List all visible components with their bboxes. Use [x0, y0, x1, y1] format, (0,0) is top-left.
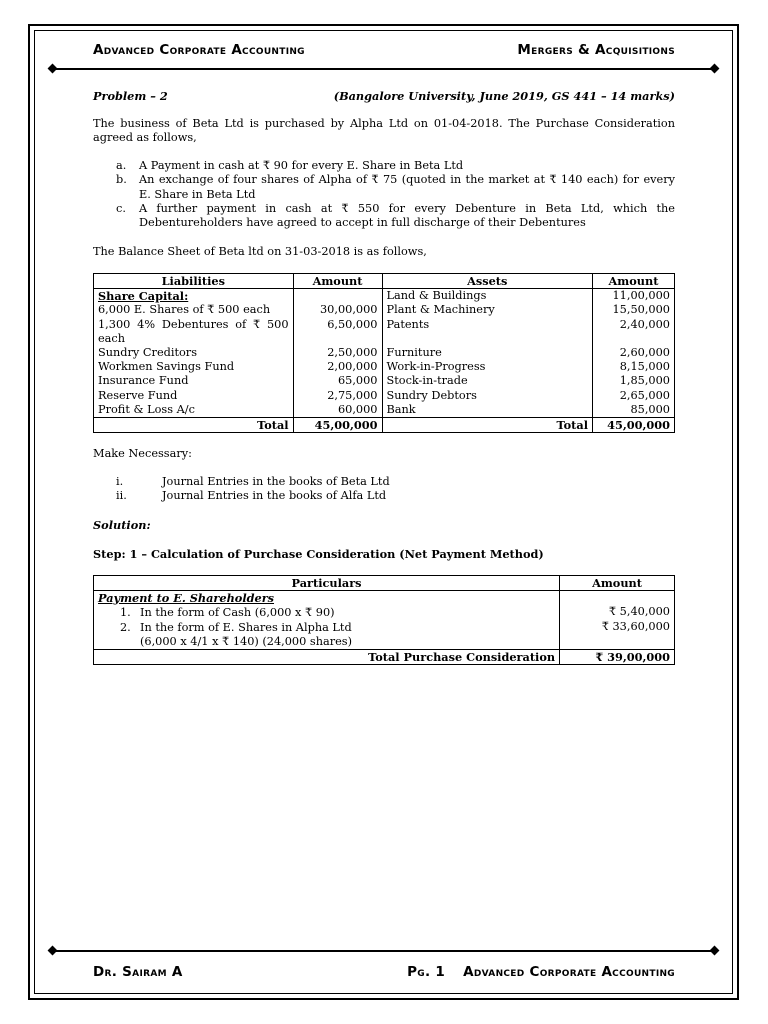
problem-line	[93, 89, 675, 103]
cell-amount	[293, 289, 382, 304]
cell-asset: Furniture	[382, 346, 593, 360]
cell-amount: 11,00,000	[593, 289, 675, 304]
total-label: Total	[94, 418, 294, 433]
cell-asset: Work-in-Progress	[382, 360, 593, 374]
col-assets: Assets	[382, 274, 593, 289]
list-marker: i.	[116, 475, 124, 488]
footer-rule	[52, 950, 716, 952]
cell-particulars	[94, 591, 560, 650]
cell-liability: Insurance Fund	[94, 374, 294, 388]
cell-liability: Profit & Loss A/c	[94, 403, 294, 418]
list-text: Journal Entries in the books of Alfa Ltd	[162, 489, 387, 503]
step-heading: Step: 1 – Calculation of Purchase Consideration (Net Payment Method)	[93, 547, 544, 561]
table-row	[94, 303, 675, 317]
list-marker: 1.	[120, 606, 131, 620]
table-header-row	[94, 274, 675, 289]
cell-asset: Bank	[382, 403, 593, 418]
page-footer	[93, 964, 675, 980]
cell-amount: 2,75,000	[293, 389, 382, 403]
list-item	[116, 159, 675, 173]
header-rule	[52, 68, 716, 70]
balance-sheet-table	[93, 273, 675, 433]
header-left: Advanced Corporate Accounting	[93, 42, 305, 58]
footer-page: Pg. 1	[407, 964, 446, 980]
list-marker: a.	[116, 159, 127, 172]
table-row	[94, 389, 675, 403]
section-title: Payment to E. Shareholders	[98, 591, 275, 606]
table-row	[94, 289, 675, 304]
cell-liability: Workmen Savings Fund	[94, 360, 294, 374]
list-item	[98, 621, 555, 635]
cell-amount: 30,00,000	[293, 303, 382, 317]
table-row	[94, 374, 675, 388]
list-text: In the form of E. Shares in Alpha Ltd	[140, 620, 352, 634]
col-particulars: Particulars	[94, 576, 560, 591]
list-text: Journal Entries in the books of Beta Ltd	[162, 475, 390, 488]
total-assets: 45,00,000	[593, 418, 675, 433]
cell-amount: ₹ 33,60,000	[601, 619, 670, 633]
cell-amount: 2,65,000	[593, 389, 675, 403]
table-row	[94, 591, 675, 650]
list-text: A further payment in cash at ₹ 550 for every Debenture in Beta Ltd, which the Debentureholders have agreed to accept in full discharge of their Debentures	[139, 201, 675, 230]
cell-amount: 60,000	[293, 403, 382, 418]
list-item	[116, 202, 675, 231]
tasks-list	[116, 475, 516, 504]
total-label: Total	[382, 418, 593, 433]
footer-author: Dr. Sairam A	[93, 964, 183, 980]
cell-amount: 2,60,000	[593, 346, 675, 360]
table-row	[94, 403, 675, 418]
col-amount: Amount	[593, 274, 675, 289]
cell-amount: ₹ 5,40,000	[608, 605, 670, 619]
table-row	[94, 318, 675, 346]
purchase-consideration-table	[93, 575, 675, 665]
total-amount: ₹ 39,00,000	[560, 650, 675, 665]
page-header	[93, 42, 675, 58]
list-marker: 2.	[120, 620, 131, 634]
cell-asset: Land & Buildings	[382, 289, 593, 304]
problem-label: Problem – 2	[93, 89, 168, 103]
col-liabilities: Liabilities	[94, 274, 294, 289]
cell-amount: 15,50,000	[593, 303, 675, 317]
cell-asset: Plant & Machinery	[382, 303, 593, 317]
cell-asset: Stock-in-trade	[382, 374, 593, 388]
list-item	[116, 173, 675, 202]
table-total-row	[94, 650, 675, 665]
list-text: A Payment in cash at ₹ 90 for every E. Share in Beta Ltd	[139, 159, 464, 172]
intro-paragraph: The business of Beta Ltd is purchased by Alpha Ltd on 01-04-2018. The Purchase Consideration agreed as follows,	[93, 117, 675, 145]
list-text: An exchange of four shares of Alpha of ₹ 75 (quoted in the market at ₹ 140 each) for every E. Share in Beta Ltd	[139, 173, 675, 201]
list-marker: c.	[116, 201, 126, 215]
balance-sheet-intro: The Balance Sheet of Beta ltd on 31-03-2018 is as follows,	[93, 245, 427, 258]
total-label: Total Purchase Consideration	[94, 650, 560, 665]
cell-asset: Patents	[382, 318, 593, 346]
cell-liability: Sundry Creditors	[94, 346, 294, 360]
col-amount: Amount	[293, 274, 382, 289]
cell-liability: Reserve Fund	[94, 389, 294, 403]
cell-amount: 6,50,000	[293, 318, 382, 346]
cell-amount: 2,50,000	[293, 346, 382, 360]
list-marker: ii.	[116, 489, 127, 503]
list-item	[116, 489, 516, 503]
table-total-row	[94, 418, 675, 433]
cell-amount: 1,85,000	[593, 374, 675, 388]
list-item	[98, 606, 555, 620]
table-header-row	[94, 576, 675, 591]
cell-amount: 8,15,000	[593, 360, 675, 374]
col-amount: Amount	[560, 576, 675, 591]
table-row	[94, 346, 675, 360]
problem-source: (Bangalore University, June 2019, GS 441 – 14 marks)	[333, 89, 675, 103]
total-liabilities: 45,00,000	[293, 418, 382, 433]
cell-amounts	[560, 591, 675, 650]
cell-asset: Sundry Debtors	[382, 389, 593, 403]
footer-right-group	[407, 964, 675, 980]
conditions-list	[116, 159, 675, 230]
list-marker: b.	[116, 173, 127, 187]
header-right: Mergers & Acquisitions	[517, 42, 675, 58]
list-item	[116, 475, 516, 489]
cell-amount: 65,000	[293, 374, 382, 388]
cell-liability: Share Capital:	[94, 289, 294, 304]
solution-label: Solution:	[93, 518, 151, 532]
list-text: In the form of Cash (6,000 x ₹ 90)	[140, 606, 335, 620]
make-necessary: Make Necessary:	[93, 447, 192, 460]
cell-amount: 2,00,000	[293, 360, 382, 374]
cell-amount: 85,000	[593, 403, 675, 418]
item-detail: (6,000 x 4/1 x ₹ 140) (24,000 shares)	[140, 634, 352, 648]
cell-amount: 2,40,000	[593, 318, 675, 346]
cell-liability: 1,300 4% Debentures of ₹ 500 each	[94, 318, 294, 346]
footer-title: Advanced Corporate Accounting	[463, 964, 675, 980]
cell-liability: 6,000 E. Shares of ₹ 500 each	[94, 303, 294, 317]
table-row	[94, 360, 675, 374]
